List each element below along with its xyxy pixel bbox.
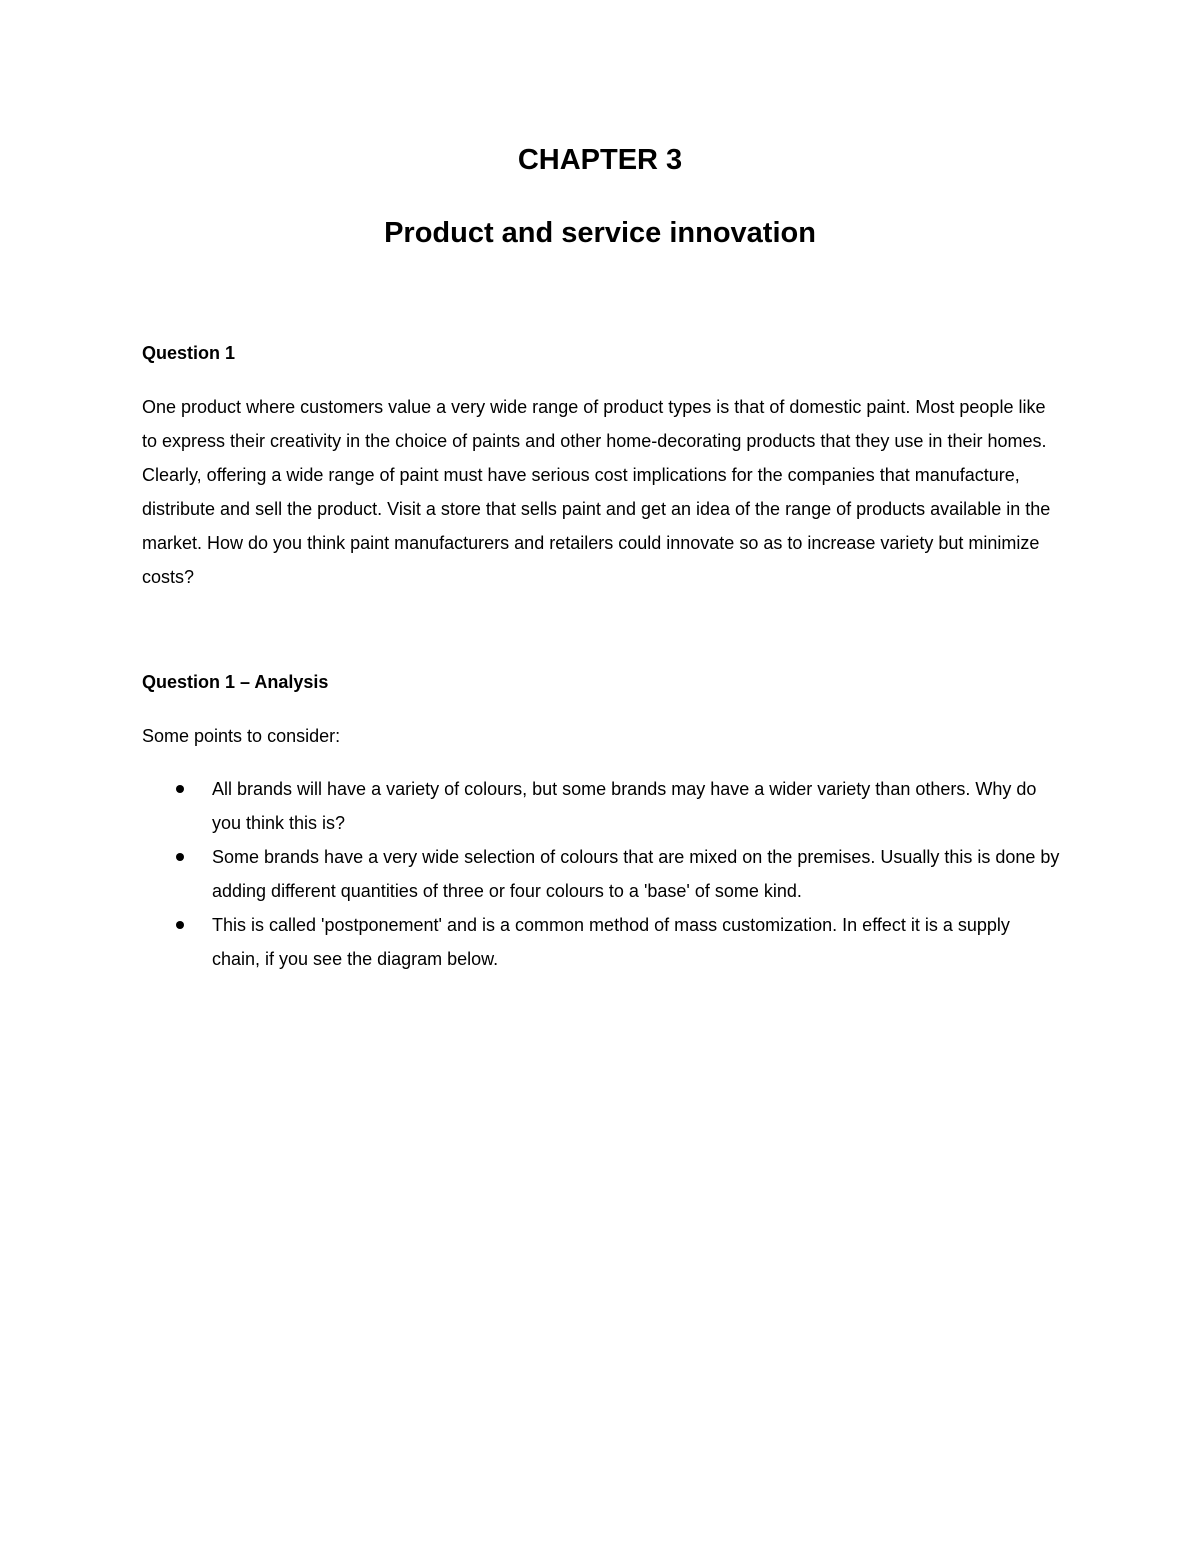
chapter-title: CHAPTER 3 [517, 144, 683, 176]
bullet-icon [176, 853, 184, 861]
bullet-icon [176, 785, 184, 793]
analysis-bullet-list [142, 772, 1062, 976]
bullet-icon [176, 921, 184, 929]
bullet-text: Some brands have a very wide selection of colours that are mixed on the premises. Usually this is done by adding different quantities of three or four colours to a 'base' of some kind. [212, 847, 1060, 901]
question-1-heading: Question 1 [142, 343, 236, 363]
bullet-text: This is called 'postponement' and is a common method of mass customization. In effect it is a supply chain, if you see the diagram below. [212, 915, 1010, 969]
list-item [142, 908, 1062, 976]
bullet-text: All brands will have a variety of colours, but some brands may have a wider variety than others. Why do you think this is? [212, 779, 1037, 833]
chapter-subtitle: Product and service innovation [384, 217, 816, 249]
list-item [142, 772, 1062, 840]
analysis-intro: Some points to consider: [142, 726, 341, 746]
analysis-heading: Question 1 – Analysis [142, 672, 329, 692]
question-1-body: One product where customers value a very wide range of product types is that of domestic paint. Most people like to express their creativity in the choice of paints and other home-decorating products that they use in their homes. Clearly, offering a wide range of paint must have serious cost implications for the companies that manufacture, distribute and sell the product. Visit a store that sells paint and get an idea of the range of products available in the market. How do you think paint manufacturers and retailers could innovate so as to increase variety but minimize costs? [142, 397, 1051, 587]
list-item [142, 840, 1062, 908]
